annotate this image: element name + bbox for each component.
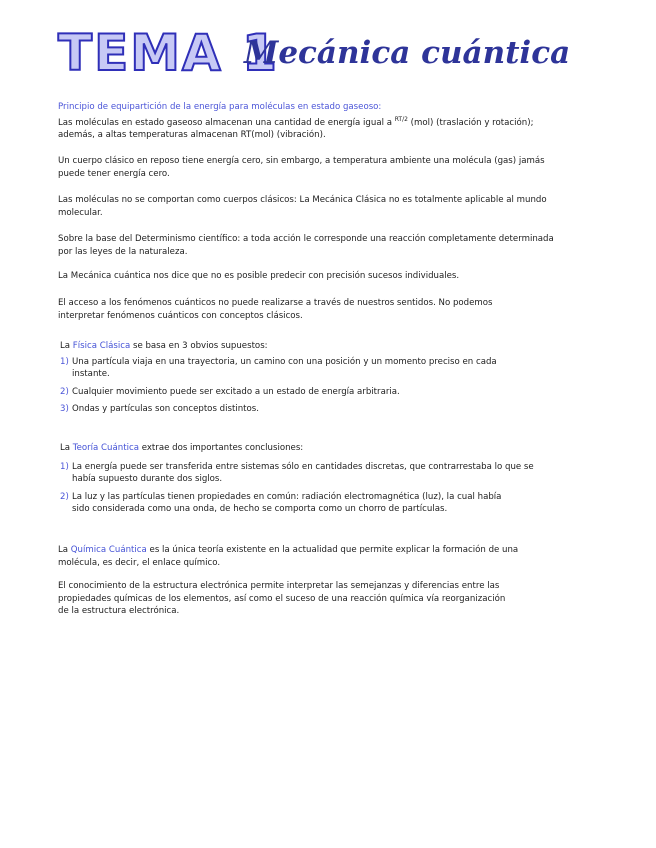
highlighted-term: Química Cuántica [70,545,147,555]
paragraph-line: Sobre la base del Determinismo científico: a toda acción le corresponde una reacción completamente determinada [58,234,554,244]
list-item [60,461,630,474]
list-item [60,356,630,369]
list-number: 3) [60,404,69,414]
list-number: 2) [60,491,69,502]
section-quimica-cuantica [58,544,633,569]
list-item-text: Cualquier movimiento puede ser excitado a un estado de energía arbitraria. [72,386,400,397]
paragraph [58,580,628,618]
section-equiparticion [58,101,628,141]
paragraph-line: La Mecánica cuántica nos dice que no es posible predecir con precisión sucesos individuales. [58,271,460,281]
section-heading: Principio de equipartición de la energía para moléculas en estado gaseoso: [58,102,382,112]
text-fragment: extrae dos importantes conclusiones: [138,443,304,453]
list-item-continuation: había supuesto durante dos siglos. [72,474,223,484]
paragraph-line [58,114,628,129]
highlighted-term: Física Clásica [72,341,131,351]
list-item-text: La luz y las partículas tienen propiedades en común: radiación electromagnética (luz), la cual había [72,491,502,502]
list-item [60,403,630,416]
text-fragment: es la única teoría existente en la actualidad que permite explicar la formación de una [146,545,519,555]
text-fragment: La [60,341,73,351]
paragraph-line: Las moléculas no se comportan como cuerpos clásicos: La Mecánica Clásica no es totalmente aplicable al mundo [58,195,547,205]
list-number: 1) [60,356,69,367]
text-fragment: Las moléculas en estado gaseoso almacenan una cantidad de energía igual a [58,117,395,128]
list-item-text: Ondas y partículas son conceptos distintos. [72,404,260,414]
list-item-continuation: sido considerada como una onda, de hecho se comporta como un chorro de partículas. [72,504,448,514]
section-fisica-clasica [60,340,630,416]
paragraph-line: por las leyes de la naturaleza. [58,246,188,257]
paragraph-line: molécula, es decir, el enlace químico. [58,557,221,568]
paragraph [58,233,633,258]
list-item [60,386,630,399]
list-item [60,491,630,504]
list-item-text: Una partícula viaja en una trayectoria, un camino con una posición y un momento preciso en cada [72,356,497,367]
list-item-continuation: instante. [72,369,110,379]
paragraph-line: Un cuerpo clásico en reposo tiene energía cero, sin embargo, a temperatura ambiente una molécula (gas) jamás [58,156,545,166]
paragraph-line: puede tener energía cero. [58,168,170,179]
section-intro [58,544,633,557]
paragraph-line: molecular. [58,207,103,218]
paragraph-line: El acceso a los fenómenos cuánticos no puede realizarse a través de nuestros sentidos. No podemos [58,298,493,308]
paragraph-line: propiedades químicas de los elementos, así como el suceso de una reacción química vía reorganización [58,593,506,604]
text-fragment: La [58,545,71,555]
paragraph-line: además, a altas temperaturas almacenan RT(mol) (vibración). [58,129,326,140]
section-intro [60,340,630,353]
section-teoria-cuantica [60,442,630,516]
text-fragment: La [60,443,73,453]
list-number: 1) [60,461,69,472]
paragraph-line: de la estructura electrónica. [58,606,180,616]
page-subtitle: Mecánica cuántica [244,35,571,71]
paragraph [58,155,633,180]
section-intro [60,442,630,455]
paragraph-line: interpretar fenómenos cuánticos con conceptos clásicos. [58,310,303,321]
list-number: 2) [60,386,69,397]
paragraph [58,194,633,219]
fraction: RT/2 [394,115,408,123]
page-title: TEMA 1 [58,24,279,82]
text-fragment: (mol) (traslación y rotación); [407,117,534,128]
paragraph [58,270,618,283]
text-fragment: se basa en 3 obvios supuestos: [130,341,268,351]
list-item-text: La energía puede ser transferida entre sistemas sólo en cantidades discretas, que contrarrestaba lo que se [72,461,534,472]
paragraph-line: El conocimiento de la estructura electrónica permite interpretar las semejanzas y diferencias entre las [58,581,500,591]
highlighted-term: Teoría Cuántica [72,443,139,453]
paragraph [58,297,618,322]
